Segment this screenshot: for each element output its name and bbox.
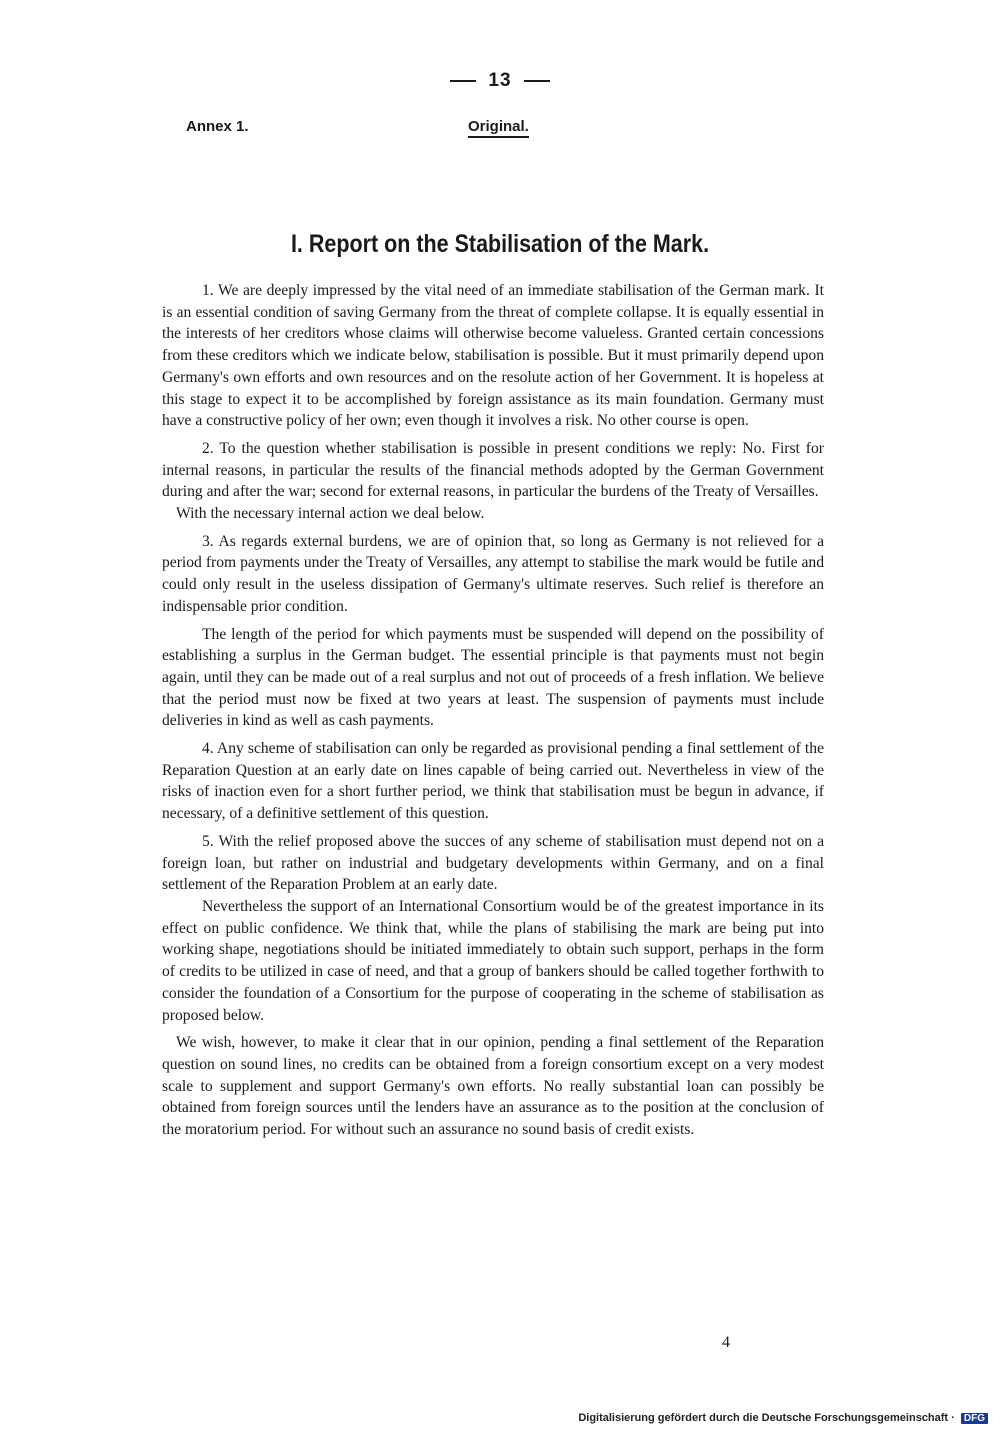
footer-credit-text: Digitalisierung gefördert durch die Deutsche Forschungsgemeinschaft <box>578 1412 949 1424</box>
paragraph-2: 2. To the question whether stabilisation is possible in present conditions we reply: No. First for internal reasons, in particular the results of the financial methods adopted by the German Government during and after the war; second for external reasons, in particular the burdens of the Treaty of Versailles. <box>162 439 824 501</box>
paragraph-4: 4. Any scheme of stabilisation can only be regarded as provisional pending a final settlement of the Reparation Question at an early date on lines capable of being carried out. Nevertheless in view of the risks of inaction even for a short further period, we think that stabilisation must be begun in advance, if necessary, of a definitive settlement of this question. <box>162 740 824 823</box>
annex-label: Annex 1. <box>186 118 249 135</box>
original-label: Original. <box>468 118 529 138</box>
paragraph-2-continuation: With the necessary internal action we deal below. <box>176 505 485 523</box>
paragraph-1: 1. We are deeply impressed by the vital need of an immediate stabilisation of the German mark. It is an essential condition of saving Germany from the threat of complete collapse. It is equally essential in the interests of her creditors whose claims will otherwise become valueless. Granted certain concessions from these creditors which we indicate below, stabilisation is possible. But it must primarily depend upon Germany's own efforts and own resources and on the resolute action of her Government. It is hopeless at this stage to expect it to be accomplished by foreign assistance as its main foundation. Germany must have a constructive policy of her own; even though it involves a risk. No other course is open. <box>162 282 824 430</box>
document-body <box>162 280 824 1147</box>
paragraph-3-continuation: The length of the period for which payments must be suspended will depend on the possibility of establishing a surplus in the German budget. The essential principle is that payments must not begin again, until they can be made out of a real surplus and not out of proceeds of a fresh inflation. We believe that the period must now be fixed at two years at least. The suspension of payments must include deliveries in kind as well as cash payments. <box>162 625 824 730</box>
paragraph-6: We wish, however, to make it clear that in our opinion, pending a final settlement of the Reparation question on sound lines, no credits can be obtained from a foreign consortium except on a very modest scale to supplement and support Germany's own efforts. No really substantial loan can possibly be obtained from foreign sources until the lenders have an assurance as to the position at the conclusion of the moratorium period. For without such an assurance no sound basis of credit exists. <box>162 1034 824 1139</box>
dash-right <box>524 80 550 82</box>
paragraph-5: 5. With the relief proposed above the succes of any scheme of stabilisation must depend not on a foreign loan, but rather on industrial and budgetary developments within Germany, and on a final settlement of the Reparation Problem at an early date. <box>162 832 824 894</box>
dash-left <box>450 80 476 82</box>
page-number-text: 13 <box>488 70 512 91</box>
footer-credit: Digitalisierung gefördert durch die Deutsche Forschungsgemeinschaft · DFG <box>578 1412 988 1424</box>
page-number <box>0 70 1000 92</box>
paragraph-3: 3. As regards external burdens, we are of opinion that, so long as Germany is not relieved for a period from payments under the Treaty of Versailles, any attempt to stabilise the mark would be futile and could only result in the useless dissipation of Germany's ultimate reserves. Such relief is therefore an indispensable prior condition. <box>162 532 824 615</box>
folio-number: 4 <box>722 1334 730 1351</box>
dfg-logo: DFG <box>961 1413 988 1424</box>
paragraph-5-continuation: Nevertheless the support of an International Consortium would be of the greatest importance in its effect on public confidence. We think that, while the plans of stabilising the mark are being put into working shape, negotiations should be initiated immediately to obtain such support, perhaps in the form of credits to be utilized in case of need, and that a group of bankers should be called together forthwith to consider the foundation of a Consortium for the purpose of cooperating in the scheme of stabilisation as proposed below. <box>162 897 824 1024</box>
document-title: I. Report on the Stabilisation of the Mark. <box>290 230 710 258</box>
